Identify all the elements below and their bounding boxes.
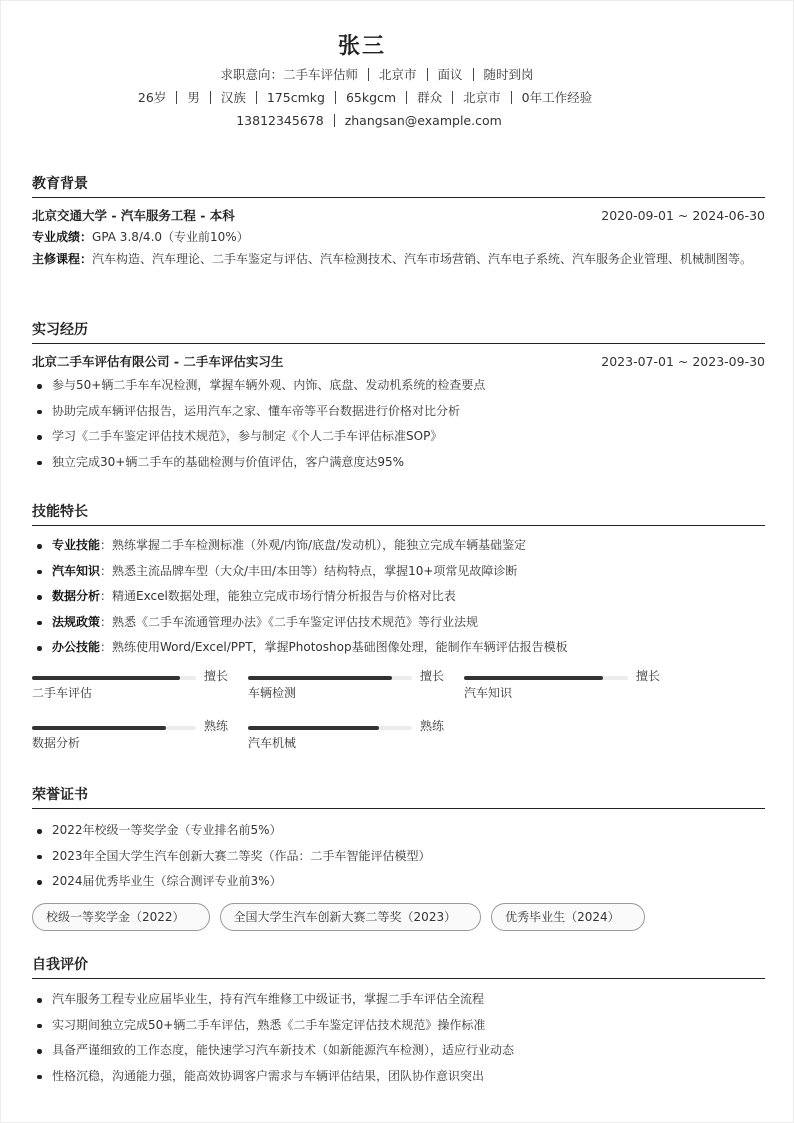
divider [176,91,177,104]
list-item: 2023年全国大学生汽车创新大赛二等奖（作品：二手车智能评估模型） [32,844,765,870]
experience: 0年工作经验 [521,90,593,105]
skills-section [32,499,765,767]
skill-level: 熟练 [204,718,229,733]
internship-list [32,373,765,475]
divider [452,91,453,104]
skill-label: 数据分析 [52,589,101,603]
list-item: 2024届优秀毕业生（综合测评专业前3%） [32,869,765,895]
skill-label: 汽车知识 [52,563,101,578]
weight: 65kgcm [345,90,397,105]
list-item [32,584,765,610]
skill-level: 熟练 [420,718,445,733]
courses-value: 汽车构造、汽车理论、二手车鉴定与评估、汽车检测技术、汽车市场营销、汽车电子系统、汽车服务企业管理、机械制图等。 [92,252,753,266]
honor-tag: 优秀毕业生（2024） [491,903,645,931]
honor-tag: 校级一等奖学金（2022） [32,903,210,931]
job-intent-line [0,63,793,86]
divider [210,91,211,104]
skill-bar [248,719,448,763]
list-item [32,559,765,585]
gpa-label: 专业成绩： [32,230,93,244]
height: 175cmkg [266,90,325,105]
divider [511,91,512,104]
intent-city: 北京市 [378,67,417,82]
skill-fill [248,676,392,680]
ethnicity: 汉族 [220,90,246,105]
courses-label: 主修课程： [32,252,93,266]
section-title: 荣誉证书 [32,782,765,809]
skill-level: 擅长 [420,668,445,683]
skill-text: ：熟练使用Word/Excel/PPT，掌握Photoshop基础图像处理，能制作车辆评估报告模板 [100,640,568,654]
skill-text: ：熟悉《二手车流通管理办法》《二手车鉴定评估技术规范》等行业法规 [100,614,479,629]
section-title: 技能特长 [32,499,765,526]
skill-fill [248,726,379,730]
skill-text: ：精通Excel数据处理，能独立完成市场行情分析报告与价格对比表 [100,589,456,603]
skill-track [248,726,412,730]
contact-line [0,109,793,132]
skill-track [248,676,412,680]
education-entry-head [32,206,765,226]
courses-line [32,248,765,270]
phone: 13812345678 [236,113,324,128]
skill-label: 办公技能 [52,640,101,654]
honors-section [32,782,765,931]
resume-page [1,1,793,1122]
education-date: 2020-09-01 ~ 2024-06-30 [601,208,765,223]
section-title: 实习经历 [32,317,765,344]
skill-level: 擅长 [204,668,229,683]
list-item: 性格沉稳，沟通能力强，能高效协调客户需求与车辆评估结果，团队协作意识突出 [32,1064,765,1090]
divider [335,91,336,104]
self-evaluation-list [32,987,765,1089]
honor-tags [32,903,765,931]
internship-date: 2023-07-01 ~ 2023-09-30 [601,354,765,369]
list-item [32,635,765,661]
skill-track [32,726,196,730]
school-line: 北京交通大学 - 汽车服务工程 - 本科 [32,208,235,223]
skill-fill [32,676,180,680]
job-intent: 求职意向：二手车评估师 [220,67,358,82]
skill-bar [32,669,232,713]
political-status: 群众 [417,90,443,105]
skill-label: 法规政策 [52,614,101,629]
skill-track [464,676,628,680]
list-item: 参与50+辆二手车车况检测，掌握车辆外观、内饰、底盘、发动机系统的检查要点 [32,373,765,399]
candidate-name: 张三 [337,34,386,59]
gender: 男 [187,90,200,105]
list-item [32,533,765,559]
company-line: 北京二手车评估有限公司 - 二手车评估实习生 [32,354,284,369]
skill-name: 数据分析 [32,735,81,750]
skill-text: ：熟练掌握二手车检测标准（外观/内饰/底盘/发动机），能独立完成车辆基础鉴定 [100,538,527,552]
gpa-value: GPA 3.8/4.0（专业前10%） [92,230,249,244]
list-item: 实习期间独立完成50+辆二手车评估，熟悉《二手车鉴定评估技术规范》操作标准 [32,1013,765,1039]
self-evaluation-section [32,952,765,1089]
skill-bars [32,667,765,767]
skills-list [32,533,765,661]
gpa-line [32,226,765,248]
skill-name: 二手车评估 [32,685,93,700]
skill-bar [464,669,664,713]
divider [256,91,257,104]
education-section [32,171,765,270]
skill-fill [464,676,603,680]
resume-header [1,1,793,132]
basic-info-line [0,86,793,109]
list-item: 学习《二手车鉴定评估技术规范》，参与制定《个人二手车评估标准SOP》 [32,424,765,450]
email: zhangsan@example.com [344,113,502,128]
list-item: 独立完成30+辆二手车的基础检测与价值评估，客户满意度达95% [32,450,765,476]
list-item: 协助完成车辆评估报告，运用汽车之家、懂车帝等平台数据进行价格对比分析 [32,399,765,425]
honors-list [32,818,765,895]
age: 26岁 [137,90,167,105]
skill-name: 汽车知识 [464,685,513,700]
location: 北京市 [463,90,501,105]
divider [334,114,335,127]
skill-track [32,676,196,680]
list-item: 具备严谨细致的工作态度，能快速学习汽车新技术（如新能源汽车检测），适应行业动态 [32,1038,765,1064]
skill-label: 专业技能 [52,538,101,552]
divider [368,68,369,81]
section-title: 自我评价 [32,952,765,979]
skill-bar [32,719,232,763]
intent-salary: 面议 [437,67,463,82]
divider [427,68,428,81]
divider [473,68,474,81]
intent-availability: 随时到岗 [483,67,534,82]
list-item [32,610,765,636]
skill-name: 汽车机械 [248,735,297,750]
honor-tag: 全国大学生汽车创新大赛二等奖（2023） [220,903,482,931]
skill-fill [32,726,166,730]
skill-level: 擅长 [636,668,661,683]
internship-section [32,317,765,475]
skill-text: ：熟悉主流品牌车型（大众/丰田/本田等）结构特点，掌握10+项常见故障诊断 [100,563,518,578]
list-item: 汽车服务工程专业应届毕业生，持有汽车维修工中级证书，掌握二手车评估全流程 [32,987,765,1013]
section-title: 教育背景 [32,171,765,198]
internship-entry-head [32,352,765,372]
divider [406,91,407,104]
list-item: 2022年校级一等奖学金（专业排名前5%） [32,818,765,844]
skill-name: 车辆检测 [248,685,297,700]
skill-bar [248,669,448,713]
